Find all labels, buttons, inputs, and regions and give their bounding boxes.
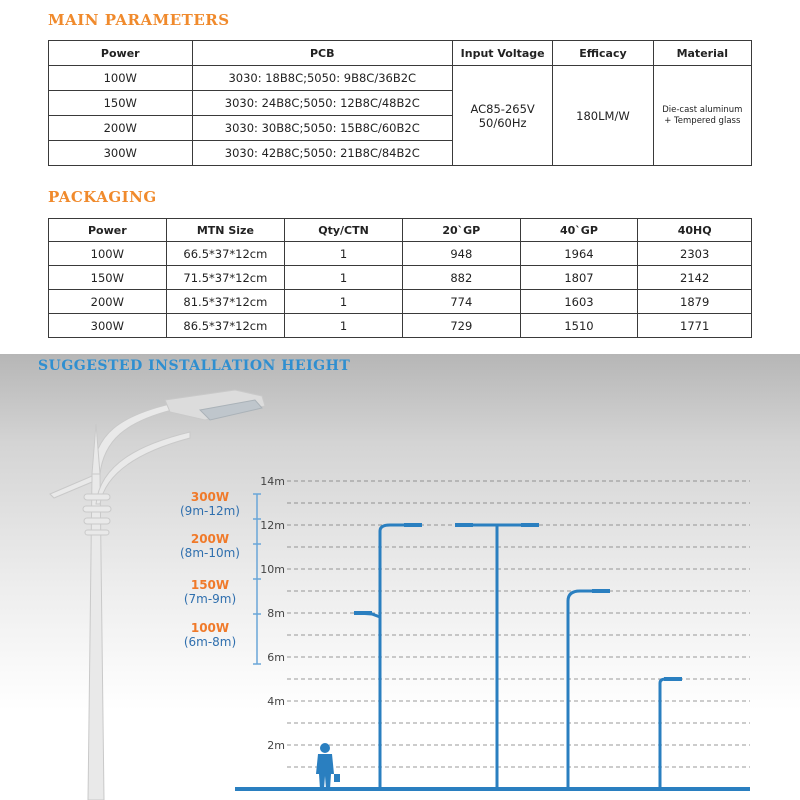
- cell-40hq: 1771: [638, 314, 752, 338]
- pole: [568, 591, 604, 789]
- cell-pcb: 3030: 42B8C;5050: 21B8C/84B2C: [192, 141, 452, 166]
- cell-input-voltage: [453, 66, 553, 166]
- watt-group-100w: [160, 621, 260, 649]
- lamp-head: [404, 523, 422, 527]
- cell-material: [653, 66, 751, 166]
- header-power: Power: [49, 219, 167, 242]
- range-label: (9m-12m): [180, 504, 240, 518]
- cell-power: 150W: [49, 91, 193, 116]
- cell-mtn-size: 71.5*37*12cm: [166, 266, 284, 290]
- input-voltage-line1: AC85-265V: [470, 101, 535, 116]
- header-material: Material: [653, 41, 751, 66]
- pole: [660, 679, 678, 789]
- packaging-table: [48, 218, 752, 338]
- cell-power: 300W: [49, 314, 167, 338]
- height-label: 6m: [267, 651, 285, 664]
- cell-power: 200W: [49, 116, 193, 141]
- pole-group: [354, 523, 682, 789]
- installation-title: SUGGESTED INSTALLATION HEIGHT: [38, 358, 351, 374]
- cell-pcb: 3030: 24B8C;5050: 12B8C/48B2C: [192, 91, 452, 116]
- cell-qty: 1: [285, 242, 403, 266]
- range-label: (8m-10m): [180, 546, 240, 560]
- table-row: [49, 242, 752, 266]
- cell-power: 150W: [49, 266, 167, 290]
- cell-40gp: 1603: [520, 290, 638, 314]
- watt-label: 300W: [190, 490, 230, 504]
- person-icon: [316, 743, 340, 789]
- watt-label: 100W: [190, 621, 230, 635]
- material-line1: Die-cast aluminum: [662, 104, 743, 115]
- packaging-title: PACKAGING: [48, 188, 157, 206]
- main-parameters-title: MAIN PARAMETERS: [48, 11, 230, 29]
- watt-label: 150W: [190, 578, 230, 592]
- header-20gp: 20`GP: [402, 219, 520, 242]
- height-label: 8m: [267, 607, 285, 620]
- table-header-row: [49, 41, 752, 66]
- header-40hq: 40HQ: [638, 219, 752, 242]
- cell-40gp: 1807: [520, 266, 638, 290]
- height-label: 12m: [260, 519, 285, 532]
- header-input-voltage: Input Voltage: [453, 41, 553, 66]
- cell-power: 300W: [49, 141, 193, 166]
- installation-height-diagram: [0, 354, 800, 800]
- header-mtn-size: MTN Size: [166, 219, 284, 242]
- height-label: 4m: [267, 695, 285, 708]
- cell-pcb: 3030: 18B8C;5050: 9B8C/36B2C: [192, 66, 452, 91]
- installation-section: [0, 354, 800, 800]
- input-voltage-line2: 50/60Hz: [478, 115, 527, 130]
- cell-20gp: 729: [402, 314, 520, 338]
- lamp-head: [455, 523, 473, 527]
- lamp-head: [592, 589, 610, 593]
- cell-mtn-size: 66.5*37*12cm: [166, 242, 284, 266]
- cell-20gp: 948: [402, 242, 520, 266]
- watt-label: 200W: [190, 532, 230, 546]
- table-header-row: [49, 219, 752, 242]
- watt-group-300w: [160, 490, 260, 518]
- cell-qty: 1: [285, 290, 403, 314]
- cell-20gp: 774: [402, 290, 520, 314]
- cell-40hq: 2142: [638, 266, 752, 290]
- table-row: [49, 314, 752, 338]
- height-label: 14m: [260, 475, 285, 488]
- cell-40gp: 1510: [520, 314, 638, 338]
- lamp-head: [521, 523, 539, 527]
- header-efficacy: Efficacy: [553, 41, 653, 66]
- table-row: [49, 266, 752, 290]
- range-label: (7m-9m): [183, 592, 237, 606]
- header-pcb: PCB: [192, 41, 452, 66]
- lamp-head: [664, 677, 682, 681]
- watt-group-150w: [160, 578, 260, 606]
- cell-mtn-size: 86.5*37*12cm: [166, 314, 284, 338]
- range-label: (6m-8m): [183, 635, 237, 649]
- watt-group-200w: [160, 532, 260, 560]
- height-axis-labels: [260, 475, 285, 752]
- header-40gp: 40`GP: [520, 219, 638, 242]
- material-line2: + Tempered glass: [664, 115, 741, 126]
- cell-power: 100W: [49, 66, 193, 91]
- cell-40hq: 1879: [638, 290, 752, 314]
- table-row: [49, 290, 752, 314]
- header-power: Power: [49, 41, 193, 66]
- height-label: 2m: [267, 739, 285, 752]
- cell-40gp: 1964: [520, 242, 638, 266]
- cell-pcb: 3030: 30B8C;5050: 15B8C/60B2C: [192, 116, 452, 141]
- table-row: [49, 66, 752, 91]
- height-label: 10m: [260, 563, 285, 576]
- cell-qty: 1: [285, 266, 403, 290]
- lamp-head: [354, 611, 372, 615]
- cell-qty: 1: [285, 314, 403, 338]
- cell-40hq: 2303: [638, 242, 752, 266]
- cell-power: 200W: [49, 290, 167, 314]
- cell-20gp: 882: [402, 266, 520, 290]
- cell-efficacy: 180LM/W: [553, 66, 653, 166]
- cell-mtn-size: 81.5*37*12cm: [166, 290, 284, 314]
- header-qty-ctn: Qty/CTN: [285, 219, 403, 242]
- cell-power: 100W: [49, 242, 167, 266]
- main-parameters-table: [48, 40, 752, 166]
